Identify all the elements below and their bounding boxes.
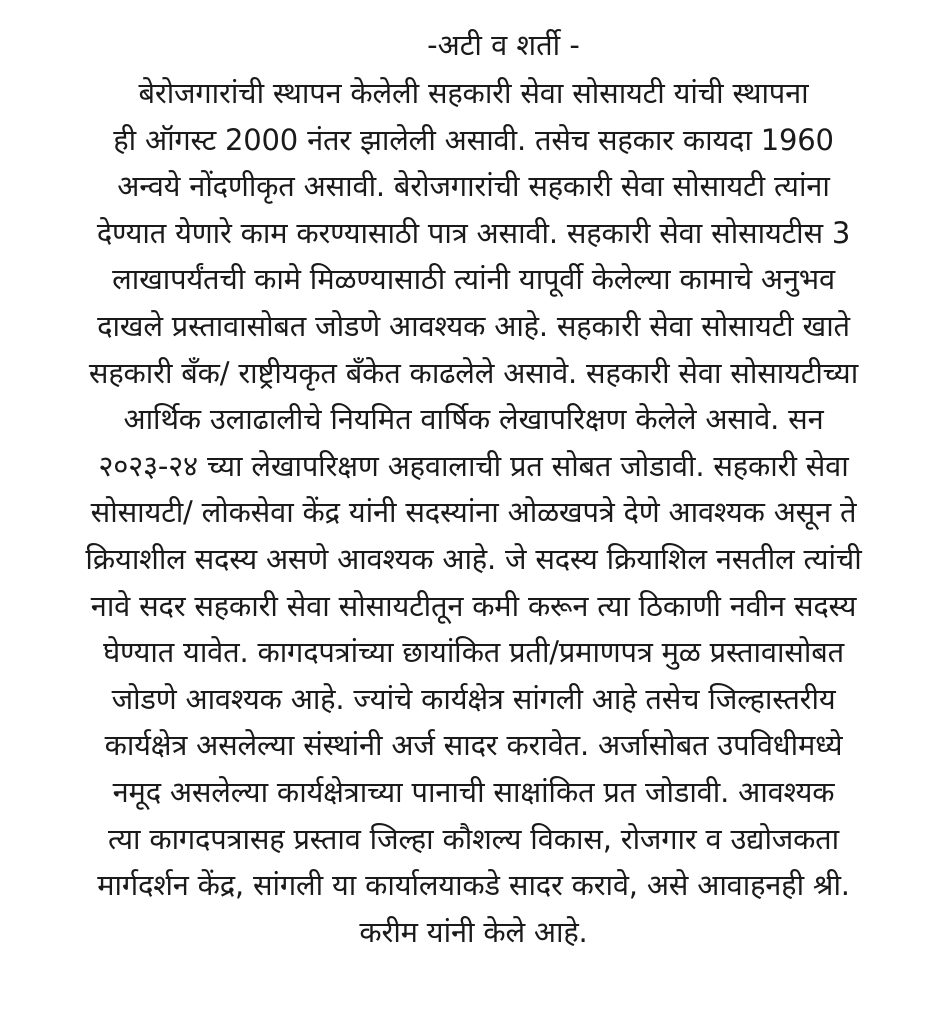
body-line-12: नावे सदर सहकारी सेवा सोसायटीतून कमी करून त्या ठिकाणी नवीन सदस्य (90, 588, 857, 623)
body-line-18: मार्गदर्शन केंद्र, सांगली या कार्यालयाकडे सादर करावे, असे आवाहनही श्री. (97, 868, 850, 903)
terms-heading: -अटी व शर्ती - (427, 28, 580, 62)
body-line-3: अन्वये नोंदणीकृत असावी. बेरोजगारांची सहकारी सेवा सोसायटी त्यांना (117, 169, 830, 204)
body-line-1: बेरोजगारांची स्थापन केलेली सहकारी सेवा सोसायटी यांची स्थापना (138, 76, 809, 110)
body-line-19: करीम यांनी केले आहे. (359, 914, 588, 949)
body-line-11: क्रियाशील सदस्य असणे आवश्यक आहे. जे सदस्य क्रियाशिल नसतील त्यांची (85, 541, 862, 576)
body-line-7: सहकारी बँक/ राष्ट्रीयकृत बँकेत काढलेले असावे. सहकारी सेवा सोसायटीच्या (88, 355, 859, 390)
body-line-4: देण्यात येणारे काम करण्यासाठी पात्र असावी. सहकारी सेवा सोसायटीस 3 (96, 215, 851, 250)
body-line-13: घेण्यात यावेत. कागदपत्रांच्या छायांकित प्रती/प्रमाणपत्र मुळ प्रस्तावासोबत (103, 635, 844, 670)
body-line-5: लाखापर्यंतची कामे मिळण्यासाठी त्यांनी यापूर्वी केलेल्या कामाचे अनुभव (112, 262, 835, 297)
body-line-16: नमूद असलेल्या कार्यक्षेत्राच्या पानाची साक्षांकित प्रत जोडावी. आवश्यक (112, 774, 835, 809)
body-line-8: आर्थिक उलाढालीचे नियमित वार्षिक लेखापरिक्षण केलेले असावे. सन (123, 402, 824, 437)
body-line-6: दाखले प्रस्तावासोबत जोडणे आवश्यक आहे. सहकारी सेवा सोसायटी खाते (97, 308, 850, 343)
body-line-9: २०२३-२४ च्या लेखापरिक्षण अहवालाची प्रत सोबत जोडावी. सहकारी सेवा (98, 448, 849, 483)
body-line-2: ही ऑगस्ट 2000 नंतर झालेली असावी. तसेच सहकार कायदा 1960 (113, 122, 834, 157)
body-line-14: जोडणे आवश्यक आहे. ज्यांचे कार्यक्षेत्र सांगली आहे तसेच जिल्हास्तरीय (111, 681, 836, 716)
body-line-10: सोसायटी/ लोकसेवा केंद्र यांनी सदस्यांना ओळखपत्रे देणे आवश्यक असून ते (90, 495, 857, 530)
body-line-15: कार्यक्षेत्र असलेल्या संस्थांनी अर्ज सादर करावेत. अर्जासोबत उपविधीमध्ये (104, 728, 843, 763)
body-line-17: त्या कागदपत्रासह प्रस्ताव जिल्हा कौशल्य विकास, रोजगार व उद्योजकता (107, 821, 839, 856)
terms-body (40, 70, 907, 955)
